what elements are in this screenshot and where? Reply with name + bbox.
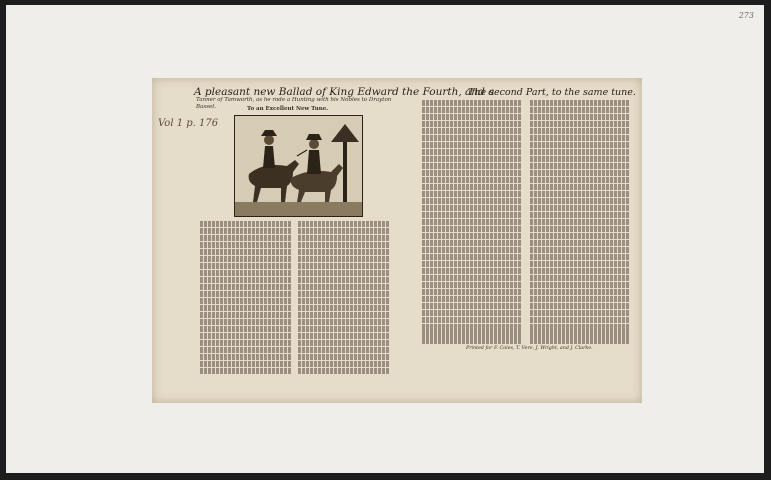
folio-number: 273 [738, 11, 754, 20]
part-one-stanzas-a [200, 221, 292, 375]
archive-mount [6, 5, 764, 473]
part-one-title: A pleasant new Ballad of King Edward the Fourth, and a [194, 86, 495, 98]
part-two-title: The second Part, to the same tune. [468, 87, 636, 98]
part-one-tune: To an Excellent New Tune. [247, 106, 329, 112]
part-one-stanzas-b [298, 221, 390, 375]
broadside-sheet [152, 78, 642, 403]
woodcut-illustration [234, 115, 363, 217]
part-two-stanzas-b [530, 100, 630, 344]
part-two-stanzas-a [422, 100, 522, 344]
manuscript-note: Vol 1 p. 176 [158, 118, 219, 129]
imprint-line: Printed for F. Coles, T. Vere, J. Wright, and J. Clarke. [466, 346, 593, 351]
horseback-riders-icon [235, 116, 362, 216]
part-one-subtitle: Tanner of Tamworth, as he rode a Hunting with his Nobles to Drayton Basset. [196, 97, 392, 110]
